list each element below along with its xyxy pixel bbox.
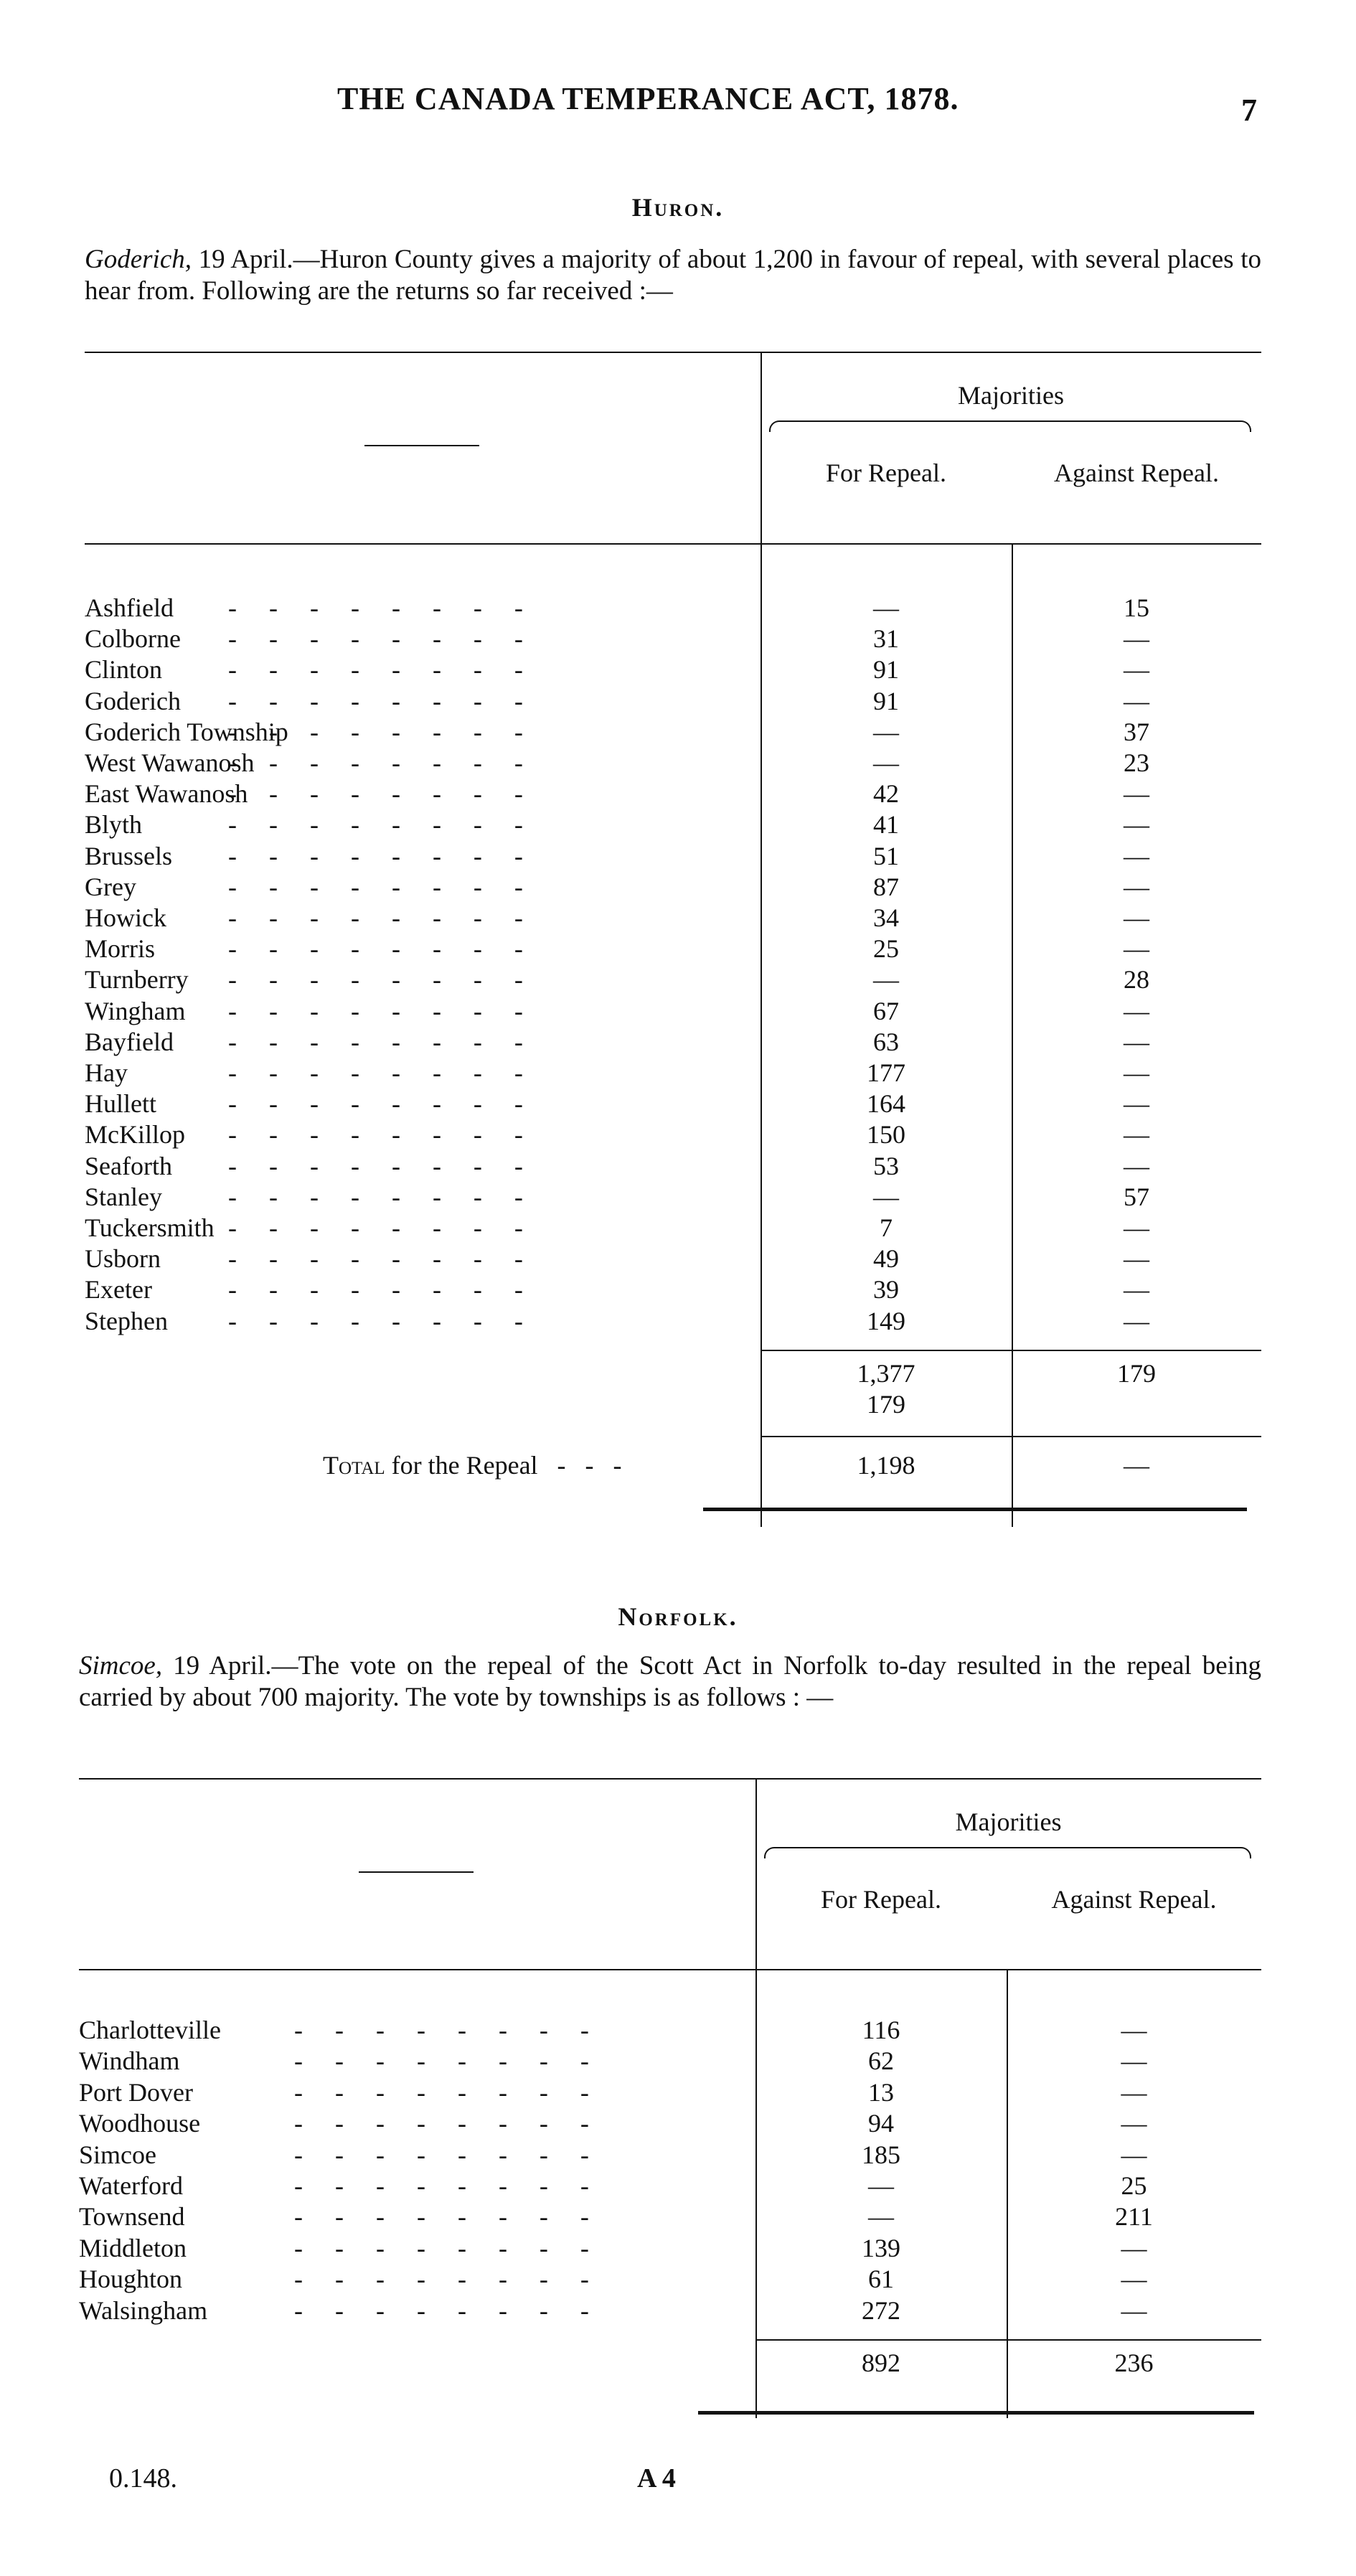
norfolk-intro-place: Simcoe, <box>79 1651 163 1680</box>
norfolk-row <box>0 2046 1356 2077</box>
footer-signature: 0.148. <box>109 2463 177 2493</box>
huron-row-against: — <box>1124 1120 1149 1150</box>
huron-row-leader: - - - - - - - - <box>228 686 523 715</box>
huron-row-for: 177 <box>867 1058 905 1087</box>
huron-row-against: — <box>1124 686 1149 715</box>
huron-total-label <box>323 1450 622 1480</box>
norfolk-row-against: — <box>1121 2046 1147 2076</box>
huron-row-against: — <box>1124 1089 1149 1119</box>
huron-row-for: 7 <box>880 1213 893 1242</box>
huron-sum-rule <box>761 1350 1261 1351</box>
norfolk-sum-for: 892 <box>862 2349 900 2377</box>
huron-row-name: Bayfield <box>85 1027 174 1056</box>
norfolk-bottom-heavy-rule <box>698 2411 1254 2415</box>
huron-row-for: 25 <box>873 934 899 964</box>
norfolk-sum-rule <box>755 2339 1261 2341</box>
huron-row-for: 164 <box>867 1089 905 1119</box>
huron-row <box>0 1089 1356 1119</box>
norfolk-row-leader: - - - - - - - - <box>294 2265 589 2294</box>
huron-row-for: 31 <box>873 624 899 654</box>
norfolk-stub-dash <box>359 1871 474 1873</box>
huron-row-for: 150 <box>867 1120 905 1150</box>
huron-sum-against: 179 <box>1117 1358 1156 1388</box>
huron-row-against: — <box>1124 1306 1149 1335</box>
huron-row-name: Hullett <box>85 1089 156 1119</box>
huron-row-for: 41 <box>873 810 899 840</box>
huron-row-name: Colborne <box>85 624 181 654</box>
norfolk-intro-text: 19 April.—The vote on the repeal of the Scott Act in Norfolk to-day resulted in the repeal being carried by about 700 majority. The vote by townships is as follows : — <box>79 1651 1261 1712</box>
huron-row <box>0 903 1356 934</box>
huron-row-for: 49 <box>873 1244 899 1274</box>
huron-row-against: — <box>1124 996 1149 1025</box>
huron-row <box>0 686 1356 717</box>
norfolk-row-for: — <box>868 2202 894 2232</box>
huron-row-for: — <box>873 748 899 777</box>
norfolk-row <box>0 2171 1356 2201</box>
huron-row-against: — <box>1124 841 1149 870</box>
huron-row-against: — <box>1124 810 1149 840</box>
norfolk-row-leader: - - - - - - - - <box>294 2171 589 2200</box>
huron-row <box>0 872 1356 903</box>
huron-total-against: — <box>1124 1450 1149 1480</box>
huron-row-name: Exeter <box>85 1275 152 1305</box>
huron-row-against: — <box>1124 934 1149 964</box>
huron-row-for: 51 <box>873 841 899 870</box>
huron-row-against: — <box>1124 903 1149 932</box>
norfolk-row-name: Simcoe <box>79 2140 156 2169</box>
norfolk-row-against: — <box>1121 2016 1147 2044</box>
huron-row-name: Hay <box>85 1058 128 1087</box>
huron-row-for: 63 <box>873 1027 899 1056</box>
huron-row <box>0 1058 1356 1089</box>
norfolk-row <box>0 2295 1356 2326</box>
huron-row-leader: - - - - - - - - <box>228 1027 523 1056</box>
huron-row-name: Goderich Township <box>85 717 288 746</box>
huron-row <box>0 654 1356 685</box>
page-number: 7 <box>1241 93 1257 128</box>
huron-row <box>0 1027 1356 1058</box>
huron-row <box>0 593 1356 624</box>
norfolk-row-against: — <box>1121 2265 1147 2294</box>
norfolk-row-name: Windham <box>79 2046 180 2076</box>
norfolk-row <box>0 2264 1356 2295</box>
norfolk-row-leader: - - - - - - - - <box>294 2077 589 2107</box>
norfolk-row-against: — <box>1121 2109 1147 2138</box>
norfolk-row-leader: - - - - - - - - <box>294 2016 589 2044</box>
huron-row-name: Seaforth <box>85 1151 172 1180</box>
norfolk-row-leader: - - - - - - - - <box>294 2233 589 2262</box>
huron-col-group-label: Majorities <box>958 381 1064 410</box>
norfolk-row-name: Charlotteville <box>79 2016 221 2044</box>
huron-row-for: 53 <box>873 1151 899 1180</box>
norfolk-group-brace <box>764 1847 1251 1858</box>
huron-row-against: 28 <box>1124 965 1149 995</box>
huron-row <box>0 1244 1356 1274</box>
huron-row-for: 91 <box>873 686 899 715</box>
huron-row-leader: - - - - - - - - <box>228 872 523 901</box>
huron-row-name: Stephen <box>85 1306 168 1335</box>
huron-row-leader: - - - - - - - - <box>228 934 523 964</box>
huron-top-rule <box>85 352 1261 353</box>
huron-row <box>0 841 1356 872</box>
huron-row-for: 34 <box>873 903 899 932</box>
huron-row-leader: - - - - - - - - <box>228 903 523 932</box>
huron-row-leader: - - - - - - - - <box>228 1244 523 1274</box>
huron-header-rule <box>85 543 1261 545</box>
huron-row-against: — <box>1124 1213 1149 1242</box>
huron-row <box>0 624 1356 654</box>
huron-row <box>0 1213 1356 1244</box>
huron-row-against: — <box>1124 655 1149 685</box>
huron-row-leader: - - - - - - - - <box>228 996 523 1025</box>
huron-intro-text: 19 April.—Huron County gives a majority of about 1,200 in favour of repeal, with several places to hear from. Following are the returns so far received :— <box>85 245 1261 306</box>
norfolk-row-name: Waterford <box>79 2171 184 2200</box>
huron-row-against: — <box>1124 1058 1149 1087</box>
huron-row-leader: - - - - - - - - <box>228 1120 523 1150</box>
huron-row-leader: - - - - - - - - <box>228 1151 523 1180</box>
norfolk-row-for: 116 <box>862 2016 900 2044</box>
huron-col-against-label: Against Repeal. <box>1054 459 1219 487</box>
huron-row-name: Howick <box>85 903 166 932</box>
huron-col-for-label: For Repeal. <box>826 459 946 487</box>
huron-row-name: Clinton <box>85 655 163 685</box>
huron-row-leader: - - - - - - - - <box>228 965 523 995</box>
huron-row-against: — <box>1124 779 1149 809</box>
huron-row-for: 67 <box>873 996 899 1025</box>
huron-row-name: McKillop <box>85 1120 185 1150</box>
norfolk-top-rule <box>79 1778 1261 1780</box>
huron-row <box>0 996 1356 1027</box>
huron-row <box>0 1151 1356 1182</box>
huron-row <box>0 779 1356 809</box>
norfolk-col-for-label: For Repeal. <box>821 1885 941 1914</box>
norfolk-col-against-label: Against Repeal. <box>1051 1885 1217 1914</box>
huron-row-name: Usborn <box>85 1244 161 1274</box>
huron-row-for: — <box>873 965 899 995</box>
huron-row-name: East Wawanosh <box>85 779 248 809</box>
norfolk-row-against: — <box>1121 2295 1147 2325</box>
huron-row-against: 57 <box>1124 1182 1149 1211</box>
norfolk-row <box>0 2077 1356 2108</box>
norfolk-row-against: 211 <box>1115 2202 1153 2232</box>
norfolk-row-leader: - - - - - - - - <box>294 2140 589 2169</box>
huron-row-name: Stanley <box>85 1182 162 1211</box>
huron-row-against: — <box>1124 1275 1149 1305</box>
norfolk-row-against: 25 <box>1121 2171 1147 2200</box>
huron-row-leader: - - - - - - - - <box>228 1306 523 1335</box>
norfolk-intro <box>79 1650 1261 1714</box>
huron-row-name: Wingham <box>85 996 186 1025</box>
huron-row-against: — <box>1124 1151 1149 1180</box>
huron-row-against: 23 <box>1124 748 1149 777</box>
norfolk-row-for: 61 <box>868 2265 894 2294</box>
norfolk-row-for: 272 <box>862 2295 900 2325</box>
norfolk-row <box>0 2140 1356 2171</box>
norfolk-row-name: Walsingham <box>79 2295 208 2325</box>
norfolk-row-for: — <box>868 2171 894 2200</box>
huron-total-rule <box>761 1436 1261 1437</box>
huron-intro-place: Goderich, <box>85 245 192 274</box>
norfolk-row-for: 94 <box>868 2109 894 2138</box>
norfolk-row-name: Houghton <box>79 2265 182 2294</box>
huron-row <box>0 964 1356 995</box>
norfolk-sum-against: 236 <box>1114 2349 1154 2377</box>
huron-row-name: Grey <box>85 872 136 901</box>
norfolk-header-rule <box>79 1969 1261 1970</box>
huron-row <box>0 717 1356 748</box>
huron-row-name: Ashfield <box>85 593 174 622</box>
norfolk-row-name: Middleton <box>79 2233 187 2262</box>
huron-row-for: — <box>873 717 899 746</box>
norfolk-col-group-label: Majorities <box>955 1808 1062 1836</box>
norfolk-row-against: — <box>1121 2233 1147 2262</box>
huron-sum-for: 1,377 <box>857 1358 915 1388</box>
huron-row <box>0 1182 1356 1213</box>
huron-row-leader: - - - - - - - - <box>228 748 523 777</box>
huron-total-for: 1,198 <box>857 1450 915 1480</box>
huron-row-leader: - - - - - - - - <box>228 655 523 685</box>
huron-row-leader: - - - - - - - - <box>228 1213 523 1242</box>
norfolk-row-against: — <box>1121 2077 1147 2107</box>
huron-row-against: — <box>1124 1027 1149 1056</box>
huron-row-for: — <box>873 593 899 622</box>
huron-row <box>0 1119 1356 1150</box>
huron-bottom-heavy-rule <box>703 1508 1247 1511</box>
norfolk-row-for: 185 <box>862 2140 900 2169</box>
huron-row-name: Brussels <box>85 841 173 870</box>
huron-title: Huron. <box>631 193 725 222</box>
huron-row-leader: - - - - - - - - <box>228 1089 523 1119</box>
huron-row-leader: - - - - - - - - <box>228 717 523 746</box>
huron-row <box>0 934 1356 964</box>
huron-row-for: 149 <box>867 1306 905 1335</box>
huron-row-against: — <box>1124 624 1149 654</box>
norfolk-row-leader: - - - - - - - - <box>294 2295 589 2325</box>
norfolk-row-leader: - - - - - - - - <box>294 2202 589 2232</box>
huron-row-leader: - - - - - - - - <box>228 779 523 809</box>
huron-intro <box>85 244 1261 307</box>
norfolk-row-leader: - - - - - - - - <box>294 2109 589 2138</box>
huron-group-brace <box>769 420 1251 432</box>
huron-row-leader: - - - - - - - - <box>228 1058 523 1087</box>
norfolk-row <box>0 2108 1356 2139</box>
huron-total-label-rest: for the Repeal <box>385 1450 538 1480</box>
huron-row-name: Morris <box>85 934 155 964</box>
huron-row-against: — <box>1124 1244 1149 1274</box>
huron-row-against: — <box>1124 872 1149 901</box>
norfolk-row-against: — <box>1121 2140 1147 2169</box>
norfolk-row-for: 13 <box>868 2077 894 2107</box>
huron-row-for: 87 <box>873 872 899 901</box>
huron-row <box>0 748 1356 779</box>
huron-row-for: 42 <box>873 779 899 809</box>
norfolk-row <box>0 2233 1356 2264</box>
huron-row <box>0 809 1356 840</box>
norfolk-row <box>0 2015 1356 2046</box>
huron-row <box>0 1274 1356 1305</box>
huron-stub-dash <box>364 445 479 446</box>
huron-row <box>0 1306 1356 1337</box>
huron-row-leader: - - - - - - - - <box>228 841 523 870</box>
norfolk-row <box>0 2201 1356 2232</box>
huron-row-for: 91 <box>873 655 899 685</box>
norfolk-row-leader: - - - - - - - - <box>294 2046 589 2076</box>
huron-row-leader: - - - - - - - - <box>228 1275 523 1305</box>
huron-row-against: 37 <box>1124 717 1149 746</box>
huron-row-for: — <box>873 1182 899 1211</box>
huron-row-name: Goderich <box>85 686 181 715</box>
huron-row-name: West Wawanosh <box>85 748 255 777</box>
norfolk-row-name: Woodhouse <box>79 2109 201 2138</box>
norfolk-row-name: Port Dover <box>79 2077 193 2107</box>
huron-row-name: Blyth <box>85 810 143 840</box>
norfolk-row-for: 139 <box>862 2233 900 2262</box>
huron-row-name: Tuckersmith <box>85 1213 215 1242</box>
huron-subtract-value: 179 <box>867 1389 905 1419</box>
norfolk-row-name: Townsend <box>79 2202 185 2232</box>
huron-row-leader: - - - - - - - - <box>228 1182 523 1211</box>
huron-total-leader: - - - <box>537 1450 622 1480</box>
huron-row-leader: - - - - - - - - <box>228 810 523 840</box>
huron-row-against: 15 <box>1124 593 1149 622</box>
norfolk-row-for: 62 <box>868 2046 894 2076</box>
huron-row-leader: - - - - - - - - <box>228 624 523 654</box>
norfolk-title: Norfolk. <box>618 1602 738 1631</box>
huron-row-leader: - - - - - - - - <box>228 593 523 622</box>
huron-total-label-cap: Total <box>323 1450 385 1480</box>
running-head: THE CANADA TEMPERANCE ACT, 1878. <box>337 81 959 116</box>
huron-row-for: 39 <box>873 1275 899 1305</box>
huron-row-name: Turnberry <box>85 965 189 995</box>
footer-sheet-mark: A 4 <box>637 2463 676 2493</box>
